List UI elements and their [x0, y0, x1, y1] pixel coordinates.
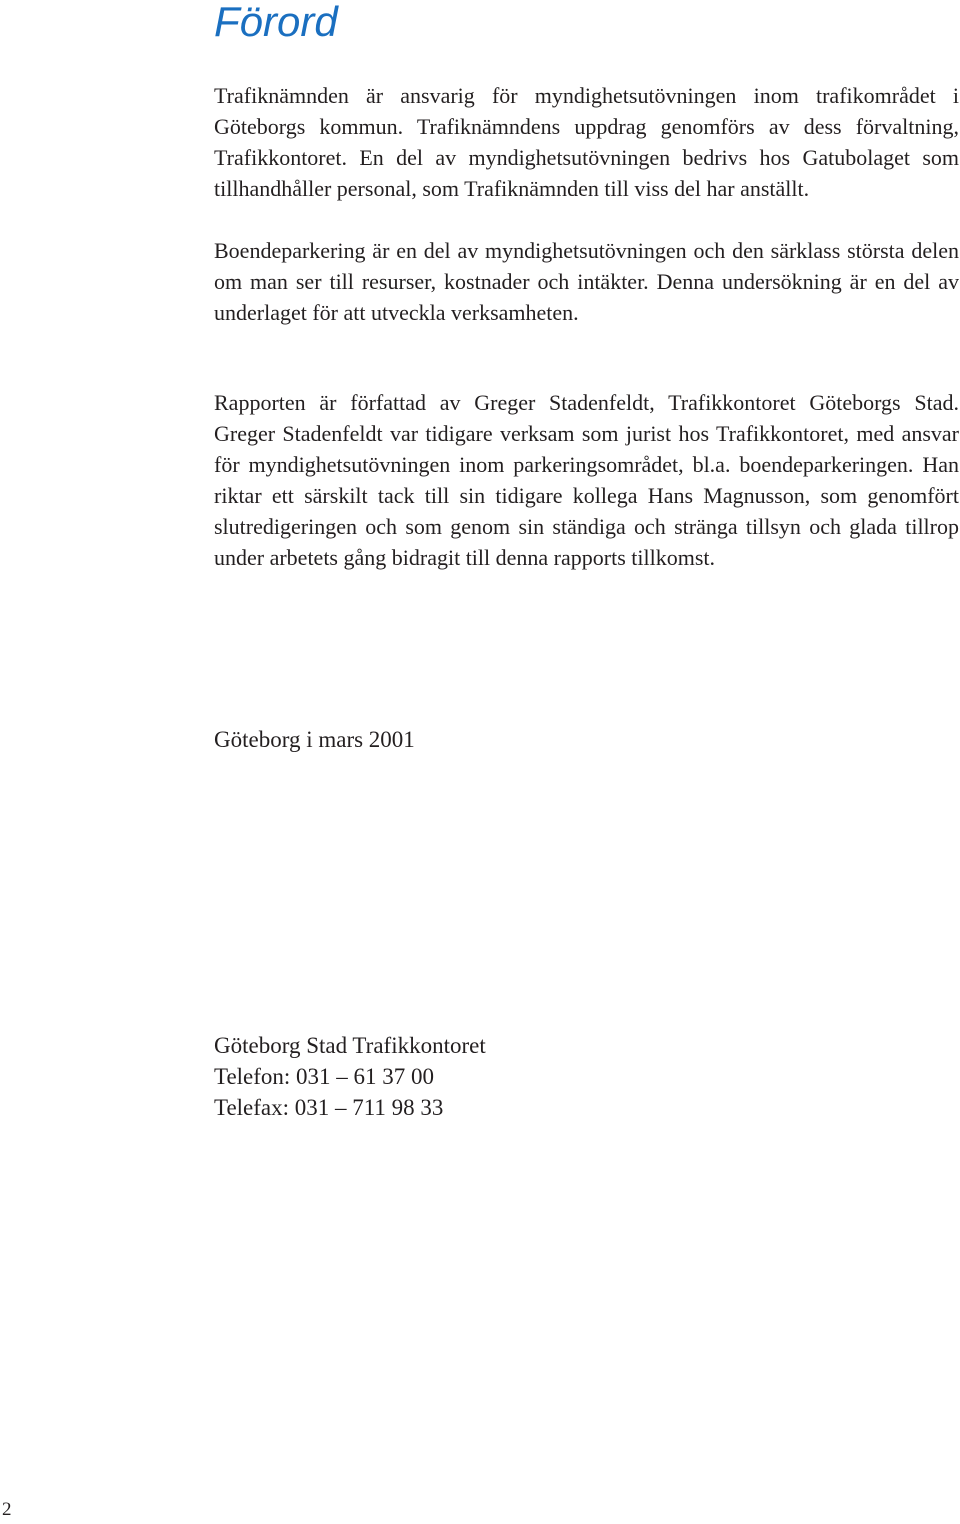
contact-fax: Telefax: 031 – 711 98 33 [214, 1095, 444, 1120]
body-paragraph: Rapporten är författad av Greger Stadenfeldt, Trafikkontoret Göteborgs Stad. Greger Stadenfeldt var tidigare verksam som jurist hos Trafikkontoret, med ansvar för myndighetsutövningen inom parkeringsområdet, bl.a. boendeparkeringen. Han riktar ett särskilt tack till sin tidigare kollega Hans Magnusson, som genomfört slutredigeringen och som genom sin ständiga och stränga tillsyn och glada tillrop under arbetets gång bidragit till denna rapports tillkomst. [214, 390, 959, 570]
body-paragraph: Trafiknämnden är ansvarig för myndighetsutövningen inom trafikområdet i Göteborgs kommun. Trafiknämndens uppdrag genomförs av dess förvaltning, Trafikkontoret. En del av myndighetsutövningen bedrivs hos Gatubolaget som tillhandhåller personal, som Trafiknämnden till viss del har anställt. [214, 83, 959, 201]
dateline: Göteborg i mars 2001 [214, 727, 415, 752]
page-title: Förord [214, 0, 338, 45]
page-number: 2 [2, 1499, 12, 1520]
contact-organization: Göteborg Stad Trafikkontoret [214, 1033, 486, 1058]
contact-phone: Telefon: 031 – 61 37 00 [214, 1064, 435, 1089]
body-paragraph: Boendeparkering är en del av myndighetsutövningen och den särklass största delen om man ser till resurser, kostnader och intäkter. Denna undersökning är en del av underlaget för att utveckla verksamheten. [214, 238, 959, 325]
